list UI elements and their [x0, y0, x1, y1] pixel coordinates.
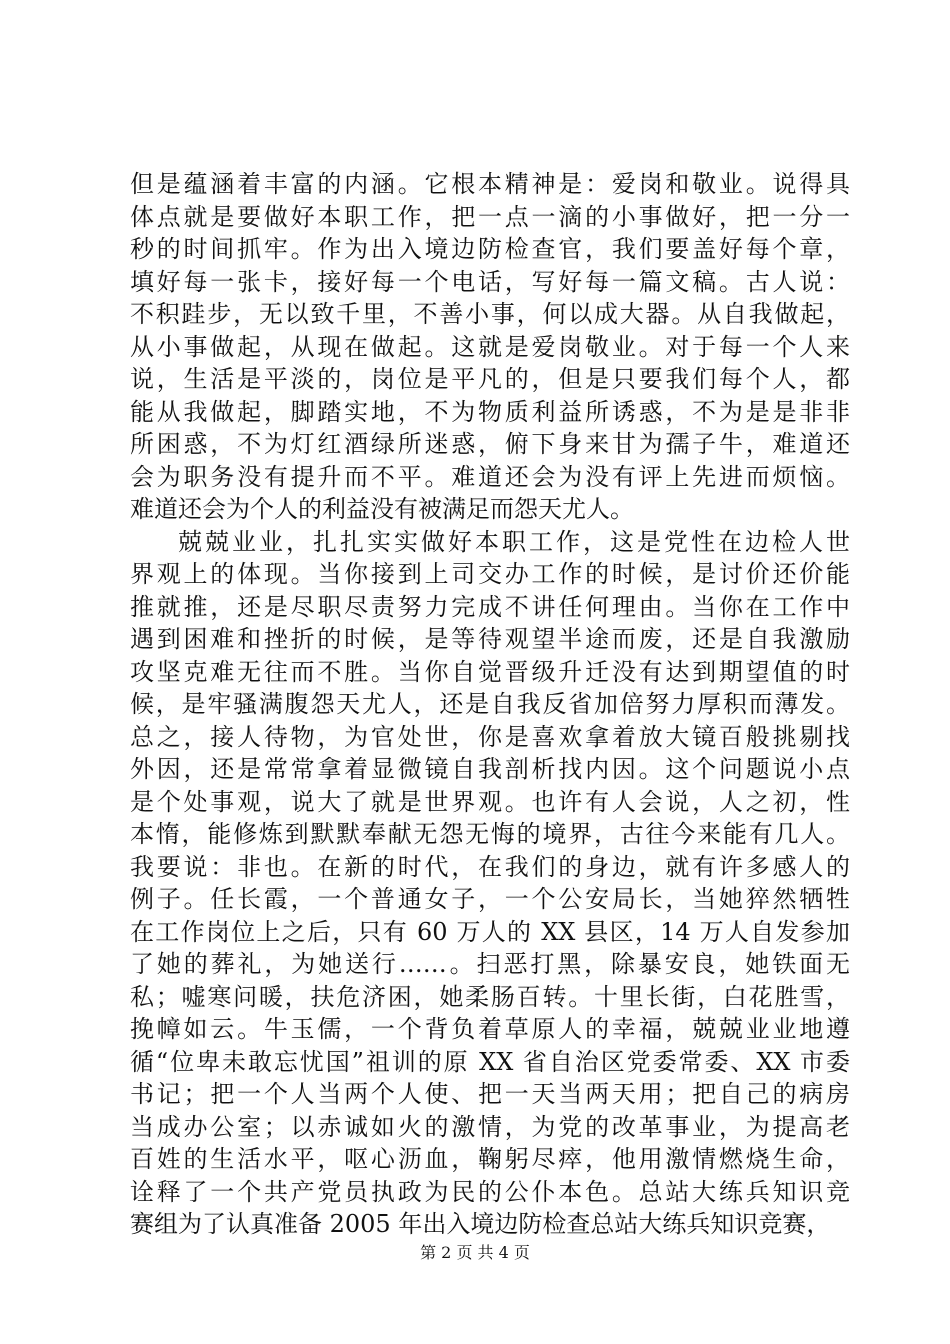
text-line: 秒的时间抓牢。作为出入境边防检查官，我们要盖好每个章，	[130, 235, 850, 263]
text-line: 诠释了一个共产党员执政为民的公仆本色。总站大练兵知识竞	[130, 1177, 850, 1206]
text-line: 赛组为了认真准备 2005 年出入境边防检查总站大练兵知识竞赛，	[130, 1210, 831, 1238]
text-line: 不积跬步，无以致千里，不善小事，何以成大器。从自我做起，	[130, 300, 850, 328]
text-line: 书记；把一个人当两个人使、把一天当两天用；把自己的病房	[130, 1080, 850, 1108]
text-line: 难道还会为个人的利益没有被满足而怨天尤人。	[130, 495, 634, 523]
text-line: 总之，接人待物，为官处世，你是喜欢拿着放大镜百般挑剔找	[130, 722, 850, 751]
text-line: 从小事做起，从现在做起。这就是爱岗敬业。对于每一个人来	[130, 332, 850, 361]
text-line: 本惰，能修炼到默默奉献无怨无悔的境界，古往今来能有几人。	[130, 820, 850, 848]
text-line: 循“位卑未敢忘忧国”祖训的原 XX 省自治区党委常委、XX 市委	[130, 1047, 850, 1076]
text-line: 能从我做起，脚踏实地，不为物质利益所诱惑，不为是是非非	[130, 397, 850, 426]
text-line: 百姓的生活水平，呕心沥血，鞠躬尽瘁，他用激情燃烧生命，	[130, 1145, 850, 1173]
text-line: 攻坚克难无往而不胜。当你自觉晋级升迁没有达到期望值的时	[130, 657, 850, 686]
text-line: 候，是牢骚满腹怨天尤人，还是自我反省加倍努力厚积而薄发。	[130, 690, 850, 718]
text-line: 界观上的体现。当你接到上司交办工作的时候，是讨价还价能	[130, 560, 850, 588]
text-line: 填好每一张卡，接好每一个电话，写好每一篇文稿。古人说：	[130, 267, 850, 296]
text-line: 私；嘘寒问暖，扶危济困，她柔肠百转。十里长街，白花胜雪，	[130, 982, 850, 1011]
text-line: 了她的葬礼，为她送行……。扫恶打黑，除暴安良，她铁面无	[130, 950, 850, 978]
text-line: 例子。任长霞，一个普通女子，一个公安局长，当她猝然牺牲	[130, 885, 850, 913]
text-line: 我要说：非也。在新的时代，在我们的身边，就有许多感人的	[130, 852, 850, 881]
page-footer: 第 2 页 共 4 页	[420, 1243, 530, 1262]
paragraph	[130, 526, 850, 1241]
text-line: 说，生活是平淡的，岗位是平凡的，但是只要我们每个人，都	[130, 365, 850, 393]
text-line: 当成办公室；以赤诚如火的激情，为党的改革事业，为提高老	[130, 1112, 850, 1141]
text-line: 推就推，还是尽职尽责努力完成不讲任何理由。当你在工作中	[130, 592, 850, 621]
text-line: 体点就是要做好本职工作，把一点一滴的小事做好，把一分一	[130, 202, 850, 231]
text-line: 所困惑，不为灯红酒绿所迷惑，俯下身来甘为孺子牛，难道还	[130, 430, 850, 458]
text-line: 遇到困难和挫折的时候，是等待观望半途而废，还是自我激励	[130, 625, 850, 653]
text-line: 但是蕴涵着丰富的内涵。它根本精神是：爱岗和敬业。说得具	[130, 170, 850, 198]
body-text	[130, 168, 850, 1241]
text-line: 外因，还是常常拿着显微镜自我剖析找内因。这个问题说小点	[130, 755, 850, 783]
text-line: 挽幛如云。牛玉儒，一个背负着草原人的幸福，兢兢业业地遵	[130, 1015, 850, 1043]
text-line: 会为职务没有提升而不平。难道还会为没有评上先进而烦恼。	[130, 462, 850, 491]
paragraph	[130, 168, 850, 526]
text-line: 在工作岗位上之后，只有 60 万人的 XX 县区，14 万人自发参加	[130, 917, 850, 946]
text-line: 兢兢业业，扎扎实实做好本职工作，这是党性在边检人世	[178, 527, 850, 556]
text-line: 是个处事观，说大了就是世界观。也许有人会说，人之初，性	[130, 787, 850, 816]
